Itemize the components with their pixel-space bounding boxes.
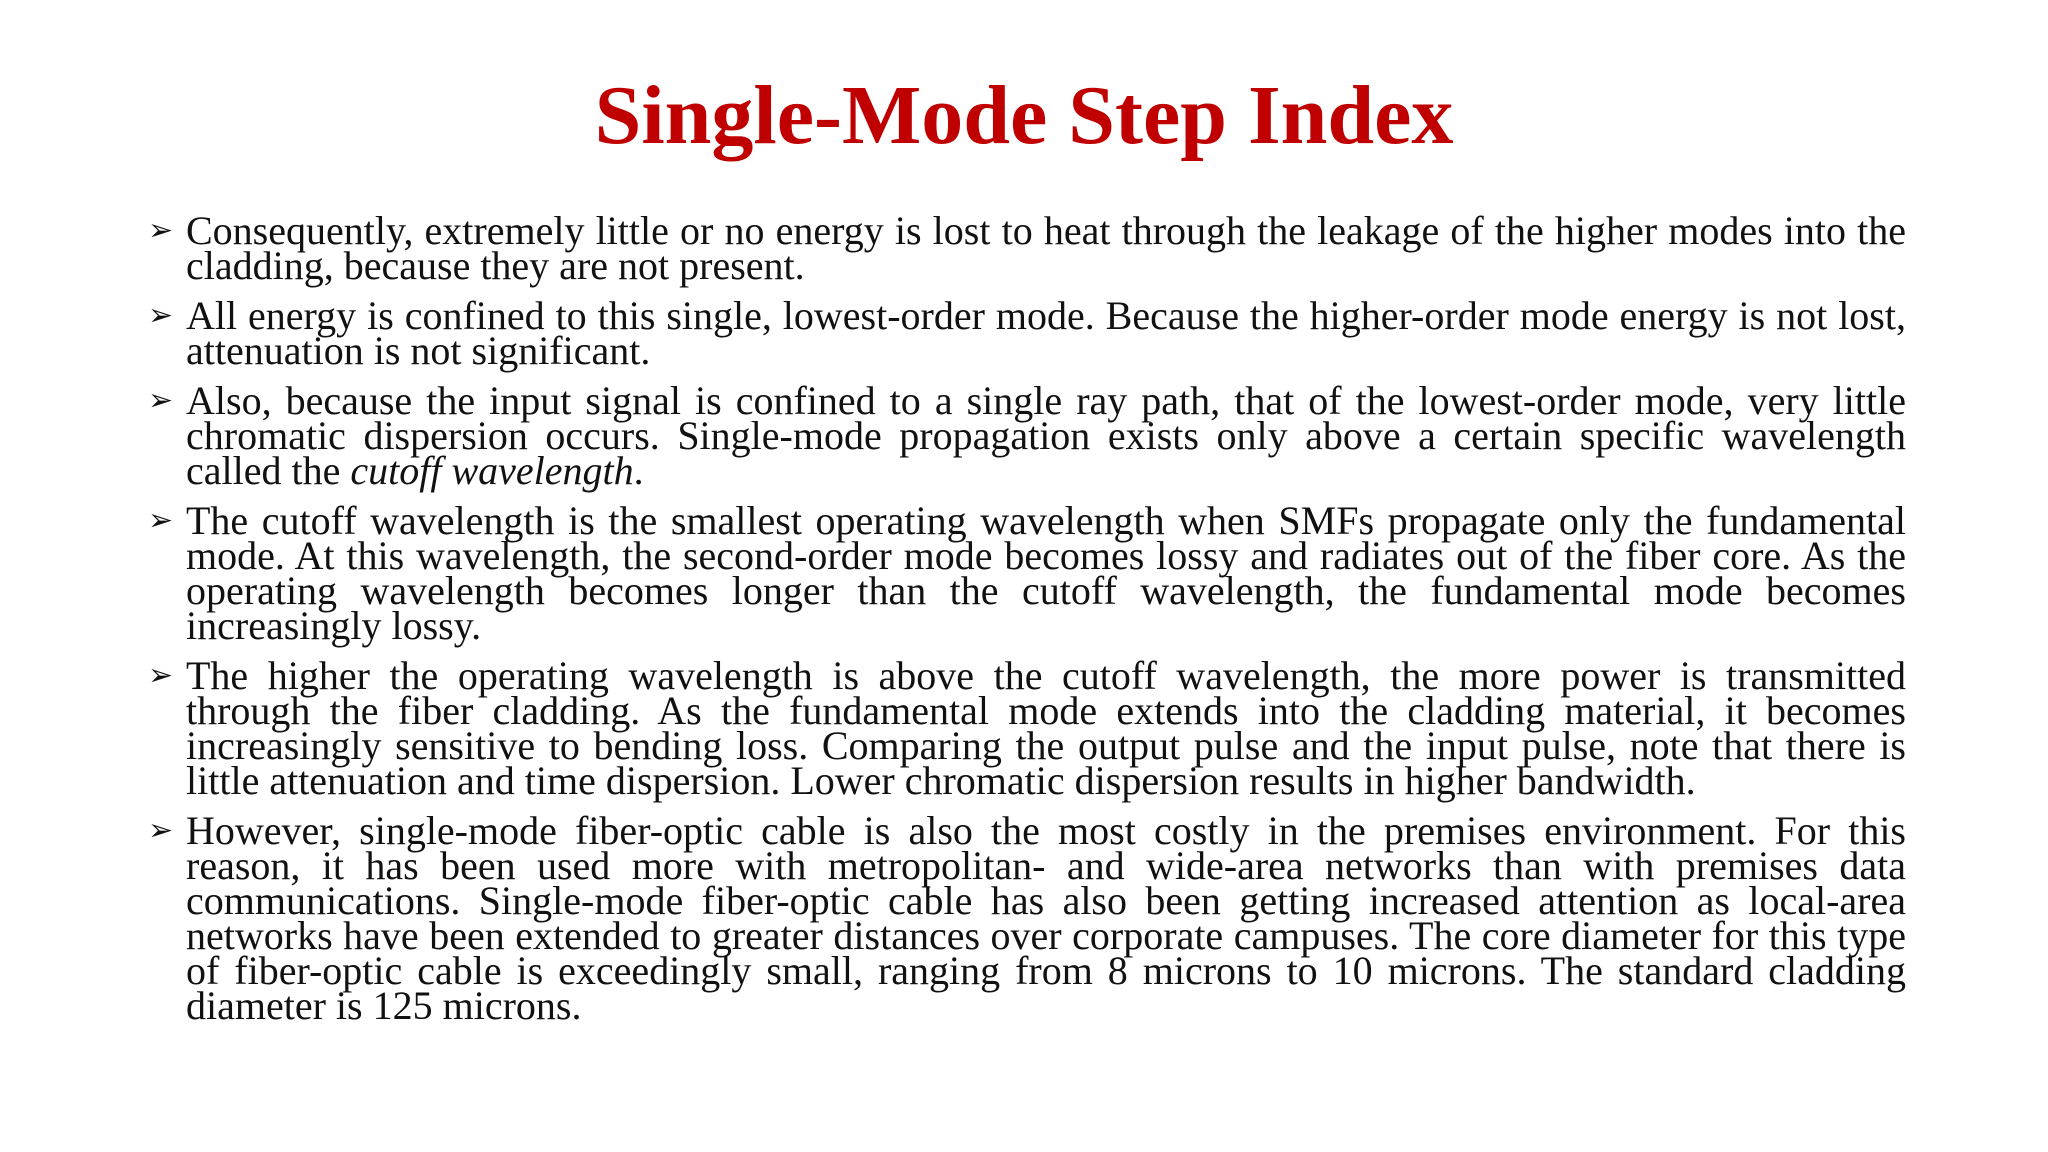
arrow-bullet-icon: ➢ bbox=[148, 813, 174, 848]
arrow-bullet-icon: ➢ bbox=[148, 503, 174, 538]
bullet-item bbox=[148, 378, 1906, 493]
arrow-bullet-icon: ➢ bbox=[148, 658, 174, 693]
arrow-bullet-icon: ➢ bbox=[148, 383, 174, 418]
bullet-text bbox=[186, 378, 1906, 493]
bullet-text: All energy is confined to this single, lowest-order mode. Because the higher-order mode energy is not lost, attenuation is not significant. bbox=[186, 293, 1906, 373]
bullet-item bbox=[148, 208, 1906, 288]
bullet-list bbox=[148, 208, 1906, 1038]
arrow-bullet-icon: ➢ bbox=[148, 298, 174, 333]
bullet-item bbox=[148, 653, 1906, 803]
bullet-text: Consequently, extremely little or no energy is lost to heat through the leakage of the higher modes into the cladding, because they are not present. bbox=[186, 208, 1906, 288]
bullet-text: The higher the operating wavelength is above the cutoff wavelength, the more power is transmitted through the fiber cladding. As the fundamental mode extends into the cladding material, it becomes increasingly sensitive to bending loss. Comparing the output pulse and the input pulse, note that there is little attenuation and time dispersion. Lower chromatic dispersion results in higher bandwidth. bbox=[186, 653, 1906, 803]
bullet-text: However, single-mode fiber-optic cable is also the most costly in the premises environment. For this reason, it has been used more with metropolitan- and wide-area networks than with premises data communications. Single-mode fiber-optic cable has also been getting increased attention as local-area networks have been extended to greater distances over corporate campuses. The core diameter for this type of fiber-optic cable is exceedingly small, ranging from 8 microns to 10 microns. The standard cladding diameter is 125 microns. bbox=[186, 808, 1906, 1028]
slide-title: Single-Mode Step Index bbox=[594, 69, 1454, 162]
arrow-bullet-icon: ➢ bbox=[148, 213, 174, 248]
bullet-item bbox=[148, 293, 1906, 373]
italic-term: cutoff wavelength bbox=[350, 448, 634, 493]
bullet-text-segment: . bbox=[633, 448, 644, 493]
bullet-text-segment: Also, because the input signal is confined to a single ray path, that of the lowest-order mode, very little chromatic dispersion occurs. Single-mode propagation exists only above a certain specific wavelength called the bbox=[186, 378, 1906, 493]
bullet-item bbox=[148, 808, 1906, 1028]
bullet-text: The cutoff wavelength is the smallest operating wavelength when SMFs propagate only the fundamental mode. At this wavelength, the second-order mode becomes lossy and radiates out of the fiber core. As the operating wavelength becomes longer than the cutoff wavelength, the fundamental mode becomes increasingly lossy. bbox=[186, 498, 1906, 648]
bullet-item bbox=[148, 498, 1906, 648]
